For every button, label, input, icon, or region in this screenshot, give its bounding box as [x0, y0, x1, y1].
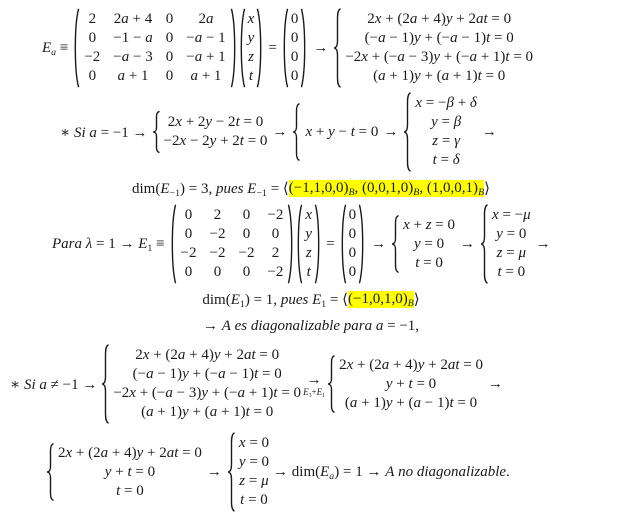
equation-line: −2x + (−a − 3)y + (−a + 1)t = 0: [113, 385, 302, 401]
arrow-right: →: [371, 235, 387, 252]
equation-line: t = 0: [415, 254, 443, 271]
equation-line: y = 0: [413, 235, 445, 252]
equation-line: 0: [290, 11, 299, 27]
equation-system: [161, 113, 268, 151]
equation-line: 2x + (2a + 4)y + 2at = 0: [367, 11, 512, 27]
paren-right-icon: [287, 204, 295, 284]
brace-left-icon: [480, 204, 489, 284]
paren-right-icon: [256, 8, 264, 88]
equation-system: [55, 444, 202, 501]
paren-right-icon: [300, 8, 308, 88]
equation-line: (−a − 1)y + (−a − 1)t = 0: [132, 366, 282, 382]
equation-line: y = 0: [496, 226, 527, 242]
matrix-cell: 2a + 4: [113, 11, 153, 27]
equation-line: y = β: [431, 114, 462, 130]
brace-left-icon: [403, 92, 412, 172]
ea-label: $E_a$ ≡: [42, 39, 69, 58]
equals-sign: =: [268, 39, 277, 56]
lambda-label: Para $\lambda = 1 \to E_1$ ≡: [52, 235, 165, 254]
matrix-cell: −2: [180, 245, 197, 261]
equation-line: 0: [290, 30, 299, 46]
equation-line: t = 0: [240, 492, 268, 508]
equation-line: 0: [290, 49, 299, 65]
lambda-1-eigenspace: [52, 204, 622, 284]
matrix-cell: 0: [213, 264, 222, 280]
matrix-cell: 0: [184, 207, 193, 223]
equation-line: (a + 1)y + (a + 1)t = 0: [141, 404, 274, 420]
case-a-equals-minus-1: [60, 92, 622, 172]
unknowns-vector: [303, 206, 314, 282]
paren-left-icon: [339, 204, 347, 284]
parametric-solution: [489, 206, 531, 282]
equation-system: [110, 346, 301, 422]
brace-left-icon: [227, 432, 236, 512]
paren-left-icon: [295, 204, 303, 284]
paren-left-icon: [72, 8, 80, 88]
arrow-right: →: [481, 123, 497, 140]
paren-left-icon: [238, 8, 246, 88]
equation-line: t = 0: [116, 482, 144, 499]
equation-line: (−a − 1)y + (−a − 1)t = 0: [364, 30, 514, 46]
dim-e1-result: [0, 290, 622, 309]
equation-line: −2x + (−a − 3)y + (−a + 1)t = 0: [345, 49, 534, 65]
equation-line: 0: [348, 207, 357, 223]
matrix-cell: a + 1: [190, 68, 222, 84]
matrix-cell: −2: [267, 264, 284, 280]
arrow-right: →: [383, 123, 399, 140]
matrix-cell: −2: [84, 49, 101, 65]
equation-line: 2x + (2a + 4)y + 2at = 0: [339, 356, 483, 373]
matrix-cell: −a − 1: [186, 30, 226, 46]
matrix-cell: 0: [271, 226, 280, 242]
brace-left-icon: [327, 355, 336, 413]
equation-line: t = 0: [497, 264, 526, 280]
paren-left-icon: [169, 204, 177, 284]
zero-vector: [347, 206, 359, 282]
matrix-cell: −2: [209, 245, 226, 261]
matrix-cell: 0: [184, 264, 193, 280]
brace-left-icon: [292, 103, 301, 161]
matrix-cell: 0: [165, 30, 174, 46]
not-diagonalizable-statement: → $dim(E_a) = 1 \to A$ no diagonalizable.: [273, 463, 510, 482]
equation-line: 2x + (2a + 4)y + 2at = 0: [135, 347, 280, 363]
equation-line: 0: [290, 68, 299, 84]
matrix-cell: −2: [238, 245, 255, 261]
dim-e-minus-1-result: [0, 179, 622, 198]
equation-line: y: [247, 30, 255, 46]
diagonalizable-conclusion: [0, 318, 622, 335]
brace-left-icon: [333, 8, 342, 88]
arrow-right: →: [306, 371, 322, 388]
matrix-cell: 0: [165, 11, 174, 27]
arrow-right: →: [487, 375, 503, 392]
matrix-cell: 0: [242, 264, 251, 280]
equation-line: 2x + (2a + 4)y + 2at = 0: [58, 444, 202, 461]
brace-left-icon: [101, 344, 110, 424]
equals-sign: =: [326, 235, 335, 252]
equation-line: y + t = 0: [385, 375, 437, 392]
matrix-cell: 0: [184, 226, 193, 242]
brace-left-icon: [391, 215, 400, 273]
case-a-not-minus-1: [10, 344, 622, 424]
equation-line: y: [305, 226, 313, 242]
matrix-cell: −2: [267, 207, 284, 223]
equation-line: y = 0: [238, 454, 270, 470]
dim-statement: $dim(E_{-1}) = 3$, pues $E_{-1}$ = ⟨: [132, 181, 289, 199]
matrix-cell: 2a: [198, 11, 214, 27]
brace-left-icon: [46, 443, 55, 501]
matrix-cell: 0: [88, 68, 97, 84]
matrix-cell: 0: [165, 68, 174, 84]
reduced-system: [336, 356, 483, 413]
unknowns-vector: [246, 10, 257, 86]
arrow-right: →: [272, 123, 288, 140]
equation-line: z = μ: [239, 473, 269, 489]
matrix-cell: 2: [271, 245, 280, 261]
equation-line: x = 0: [238, 435, 270, 451]
equation-line: 0: [348, 226, 357, 242]
matrix-cell: 0: [242, 207, 251, 223]
parametric-solution: [236, 434, 269, 510]
arrow-with-row-operation: [303, 372, 325, 397]
paren-right-icon: [314, 204, 322, 284]
equation-system: [342, 10, 533, 86]
equation-line: −2x − 2y + 2t = 0: [163, 133, 268, 149]
matrix-cell: −a − 3: [113, 49, 153, 65]
arrow-right: →: [460, 235, 476, 252]
matrix-cell: 2: [213, 207, 222, 223]
equation-line: y + t = 0: [104, 463, 156, 480]
coefficient-matrix-e1: [177, 206, 288, 282]
case-label: ∗ Si a ≠ −1 →: [10, 376, 98, 393]
equation-line: x: [247, 11, 255, 27]
equation-line: x + z = 0: [403, 216, 456, 233]
matrix-cell: 0: [165, 49, 174, 65]
arrow-right: →: [535, 235, 551, 252]
highlighted-basis-vector: $(-1,0,1,0)_B$: [347, 291, 414, 309]
dim-statement: $dim(E_1) = 1$, pues $E_1$ = ⟨: [202, 292, 348, 310]
coefficient-matrix-a: [80, 10, 229, 86]
equation-line: x: [305, 207, 313, 223]
equation-line: x = −β + δ: [415, 95, 477, 111]
matrix-cell: −a + 1: [186, 49, 226, 65]
paren-right-icon: [230, 8, 238, 88]
equation-line: 0: [348, 245, 357, 261]
matrix-cell: 2: [88, 11, 97, 27]
eigenspace-ea-definition: [42, 8, 622, 88]
equation-line: 0: [348, 264, 357, 280]
row-operation-label: $E_3+E_1$: [303, 386, 326, 399]
matrix-cell: −1 − a: [113, 30, 153, 46]
paren-left-icon: [281, 8, 289, 88]
equation-line: (a + 1)y + (a − 1)t = 0: [344, 394, 478, 411]
closing-angle-bracket: ⟩: [484, 181, 490, 197]
equation-system: [400, 216, 455, 273]
equation-line: z = γ: [432, 133, 460, 149]
arrow-right: →: [206, 463, 222, 480]
final-conclusion: [46, 432, 622, 512]
closing-angle-bracket: ⟩: [413, 292, 420, 308]
highlighted-basis-vectors: $(-1,1,0,0)_B$, $(0,0,1,0)_B$, $(1,0,0,1)_B$: [288, 180, 485, 198]
matrix-cell: 0: [88, 30, 97, 46]
equation-line: t: [248, 68, 254, 84]
case-label: ∗ Si a = −1 →: [60, 124, 148, 141]
paren-right-icon: [358, 204, 366, 284]
matrix-cell: a + 1: [117, 68, 149, 84]
equation-line: x = −μ: [492, 207, 531, 223]
equation-line: 2x + 2y − 2t = 0: [167, 114, 264, 130]
matrix-cell: 0: [242, 226, 251, 242]
matrix-cell: −2: [209, 226, 226, 242]
zero-vector: [289, 10, 301, 86]
brace-left-icon: [152, 111, 161, 153]
equation-line: t = δ: [432, 152, 460, 168]
equation-line: (a + 1)y + (a + 1)t = 0: [373, 68, 506, 84]
equation-line: t: [306, 264, 311, 280]
parametric-solution: [412, 94, 477, 170]
reduced-equation: x + y − t = 0: [305, 123, 379, 140]
equation-line: z = μ: [496, 245, 526, 261]
equation-line: z: [248, 49, 254, 65]
conclusion-text: → A es diagonalizable para a = −1,: [202, 318, 420, 334]
arrow-right: →: [313, 39, 329, 56]
equation-line: z: [305, 245, 312, 261]
